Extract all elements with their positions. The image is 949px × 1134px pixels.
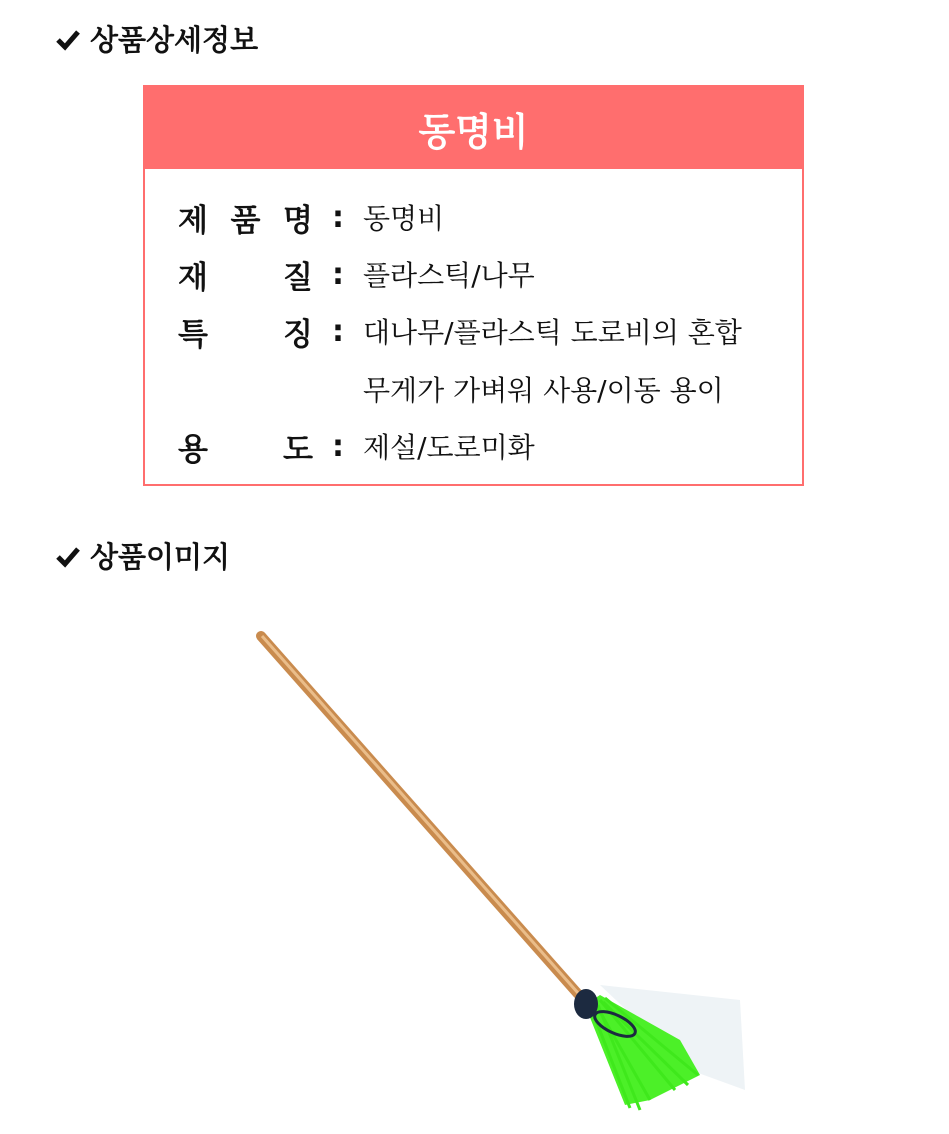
spec-label: [178, 195, 313, 240]
spec-label: [178, 252, 313, 297]
spec-value: 동명비: [363, 202, 445, 235]
label-char: 품: [230, 202, 261, 239]
spec-table: [143, 85, 804, 486]
label-char: 제: [178, 202, 208, 239]
section-title-detail: [56, 18, 258, 59]
detail-title-text: 상품상세정보: [90, 23, 259, 57]
colon: :: [332, 199, 344, 235]
label-char: 용: [178, 431, 208, 468]
colon: :: [332, 428, 344, 464]
spec-label: [178, 424, 313, 469]
label-char: 특: [178, 316, 208, 353]
spec-value: 플라스틱/나무: [363, 259, 535, 292]
spec-header: 동명비: [145, 87, 802, 169]
broom-product-image: [0, 600, 949, 1134]
label-char: 도: [283, 431, 313, 468]
spec-row-usage: [178, 426, 535, 466]
spec-value: 대나무/플라스틱 도로비의 혼합: [363, 316, 742, 349]
spec-row-feature: [178, 311, 742, 351]
colon: :: [332, 256, 344, 292]
spec-label: [178, 309, 313, 354]
spec-value: 무게가 가벼워 사용/이동 용이: [363, 374, 724, 407]
spec-row-feature-cont: [178, 369, 724, 409]
label-char: 질: [283, 259, 313, 296]
colon: :: [332, 313, 344, 349]
label-char: 징: [283, 316, 313, 353]
spec-value: 제설/도로미화: [363, 431, 535, 464]
label-char: 명: [283, 202, 313, 239]
label-char: 재: [178, 259, 208, 296]
handle-highlight: [262, 636, 578, 993]
check-icon: [56, 27, 80, 51]
spec-row-material: [178, 254, 535, 294]
image-title-text: 상품이미지: [90, 540, 231, 574]
check-icon: [56, 544, 80, 568]
spec-row-name: [178, 197, 444, 237]
section-title-image: [56, 535, 230, 576]
